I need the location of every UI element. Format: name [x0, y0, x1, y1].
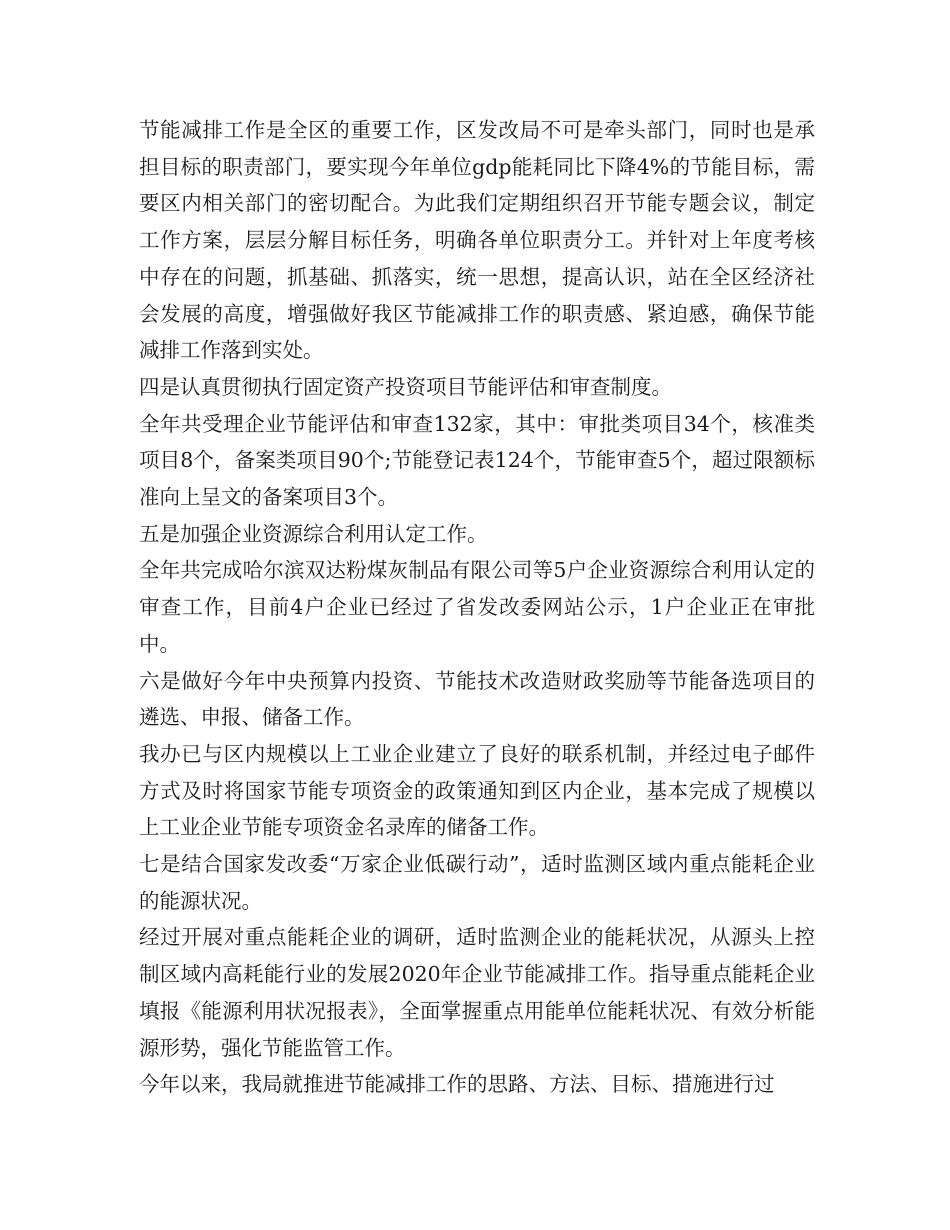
- paragraph-9: 经过开展对重点能耗企业的调研，适时监测企业的能耗状况，从源头上控制区域内高耗能行业的发展2020年企业节能减排工作。指导重点能耗企业填报《能源利用状况报表》，全面掌握重点用能单位能耗状况、有效分析能源形势，强化节能监管工作。: [139, 925, 815, 1060]
- paragraph-6: 六是做好今年中央预算内投资、节能技术改造财政奖励等节能备选项目的遴选、申报、储备工作。: [139, 668, 815, 730]
- paragraph-1: 节能减排工作是全区的重要工作，区发改局不可是牵头部门，同时也是承担目标的职责部门，要实现今年单位gdp能耗同比下降4%的节能目标，需要区内相关部门的密切配合。为此我们定期组织召开节能专题会议，制定工作方案，层层分解目标任务，明确各单位职责分工。并针对上年度考核中存在的问题，抓基础、抓落实，统一思想，提高认识，站在全区经济社会发展的高度，增强做好我区节能减排工作的职责感、紧迫感，确保节能减排工作落到实处。: [139, 118, 815, 363]
- paragraph-8: 七是结合国家发改委“万家企业低碳行动”，适时监测区域内重点能耗企业的能源状况。: [139, 852, 815, 913]
- paragraph-3: 全年共受理企业节能评估和审查132家，其中：审批类项目34个，核准类项目8个，备案类项目90个;节能登记表124个，节能审查5个，超过限额标准向上呈文的备案项目3个。: [139, 411, 815, 510]
- paragraph-4: 五是加强企业资源综合利用认定工作。: [139, 521, 488, 546]
- paragraph-2: 四是认真贯彻执行固定资产投资项目节能评估和审查制度。: [139, 374, 672, 399]
- paragraph-7: 我办已与区内规模以上工业企业建立了良好的联系机制，并经过电子邮件方式及时将国家节能专项资金的政策通知到区内企业，基本完成了规模以上工业企业节能专项资金名录库的储备工作。: [139, 741, 815, 840]
- paragraph-5: 全年共完成哈尔滨双达粉煤灰制品有限公司等5户企业资源综合利用认定的审查工作，目前4户企业已经过了省发改委网站公示，1户企业正在审批中。: [139, 558, 815, 656]
- paragraph-10: 今年以来，我局就推进节能减排工作的思路、方法、目标、措施进行过: [139, 1072, 775, 1097]
- document-body: [139, 112, 815, 1103]
